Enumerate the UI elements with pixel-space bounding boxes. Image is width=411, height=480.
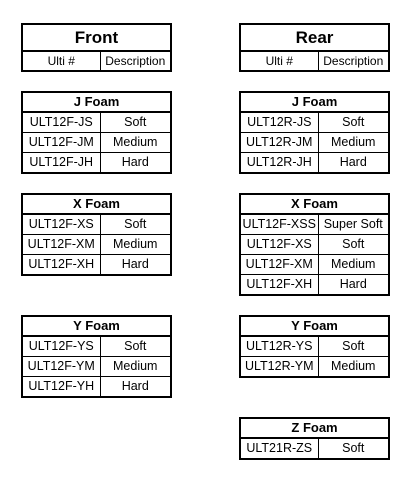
- description-cell: Soft: [318, 112, 389, 133]
- rear-title: Rear: [240, 24, 389, 51]
- description-cell: Soft: [318, 336, 389, 357]
- part-number-cell: ULT12F-XSS: [240, 214, 318, 235]
- table-row: [240, 133, 389, 153]
- front-header-table: [21, 23, 172, 72]
- part-number-cell: ULT12F-JM: [22, 133, 100, 153]
- rear-z-foam-table: [239, 417, 390, 460]
- table-row: [22, 336, 171, 357]
- description-cell: Medium: [318, 357, 389, 378]
- table-row: [22, 112, 171, 133]
- part-number-cell: ULT12F-XM: [22, 235, 100, 255]
- group-title: X Foam: [22, 194, 171, 214]
- description-cell: Hard: [100, 377, 171, 398]
- description-cell: Hard: [318, 275, 389, 296]
- description-cell: Medium: [100, 133, 171, 153]
- table-row: [22, 357, 171, 377]
- table-row: [240, 153, 389, 174]
- part-number-cell: ULT12R-JS: [240, 112, 318, 133]
- part-number-cell: ULT12R-YM: [240, 357, 318, 378]
- table-row: [240, 255, 389, 275]
- description-cell: Soft: [318, 235, 389, 255]
- group-title: X Foam: [240, 194, 389, 214]
- part-number-cell: ULT12F-JH: [22, 153, 100, 174]
- group-title: Z Foam: [240, 418, 389, 438]
- part-number-cell: ULT12F-JS: [22, 112, 100, 133]
- front-j-foam-table: [21, 91, 172, 174]
- rear-col-part: Ulti #: [240, 51, 318, 71]
- rear-x-foam-table: [239, 193, 390, 296]
- group-title: J Foam: [22, 92, 171, 112]
- description-cell: Soft: [100, 214, 171, 235]
- table-row: [240, 357, 389, 378]
- part-number-cell: ULT12F-XH: [22, 255, 100, 276]
- description-cell: Medium: [100, 357, 171, 377]
- front-col-desc: Description: [100, 51, 171, 71]
- front-col-part: Ulti #: [22, 51, 100, 71]
- description-cell: Soft: [100, 112, 171, 133]
- table-row: [22, 133, 171, 153]
- rear-y-foam-table: [239, 315, 390, 378]
- front-title: Front: [22, 24, 171, 51]
- part-number-cell: ULT12R-JM: [240, 133, 318, 153]
- description-cell: Medium: [100, 235, 171, 255]
- table-row: [22, 214, 171, 235]
- part-number-cell: ULT12F-XS: [22, 214, 100, 235]
- part-number-cell: ULT12F-YM: [22, 357, 100, 377]
- description-cell: Medium: [318, 255, 389, 275]
- description-cell: Hard: [100, 153, 171, 174]
- part-number-cell: ULT21R-ZS: [240, 438, 318, 459]
- table-row: [22, 377, 171, 398]
- part-number-cell: ULT12F-XH: [240, 275, 318, 296]
- part-number-cell: ULT12F-YS: [22, 336, 100, 357]
- group-title: J Foam: [240, 92, 389, 112]
- part-number-cell: ULT12R-JH: [240, 153, 318, 174]
- part-number-cell: ULT12F-YH: [22, 377, 100, 398]
- part-number-cell: ULT12F-XM: [240, 255, 318, 275]
- table-row: [240, 214, 389, 235]
- description-cell: Super Soft: [318, 214, 389, 235]
- description-cell: Soft: [100, 336, 171, 357]
- description-cell: Soft: [318, 438, 389, 459]
- table-row: [240, 112, 389, 133]
- table-row: [240, 438, 389, 459]
- rear-col-desc: Description: [318, 51, 389, 71]
- description-cell: Hard: [100, 255, 171, 276]
- rear-j-foam-table: [239, 91, 390, 174]
- rear-header-table: [239, 23, 390, 72]
- table-row: [22, 255, 171, 276]
- table-row: [22, 153, 171, 174]
- table-row: [240, 336, 389, 357]
- group-title: Y Foam: [240, 316, 389, 336]
- part-number-cell: ULT12F-XS: [240, 235, 318, 255]
- table-row: [240, 235, 389, 255]
- description-cell: Hard: [318, 153, 389, 174]
- table-row: [22, 235, 171, 255]
- group-title: Y Foam: [22, 316, 171, 336]
- front-x-foam-table: [21, 193, 172, 276]
- description-cell: Medium: [318, 133, 389, 153]
- part-number-cell: ULT12R-YS: [240, 336, 318, 357]
- table-row: [240, 275, 389, 296]
- front-y-foam-table: [21, 315, 172, 398]
